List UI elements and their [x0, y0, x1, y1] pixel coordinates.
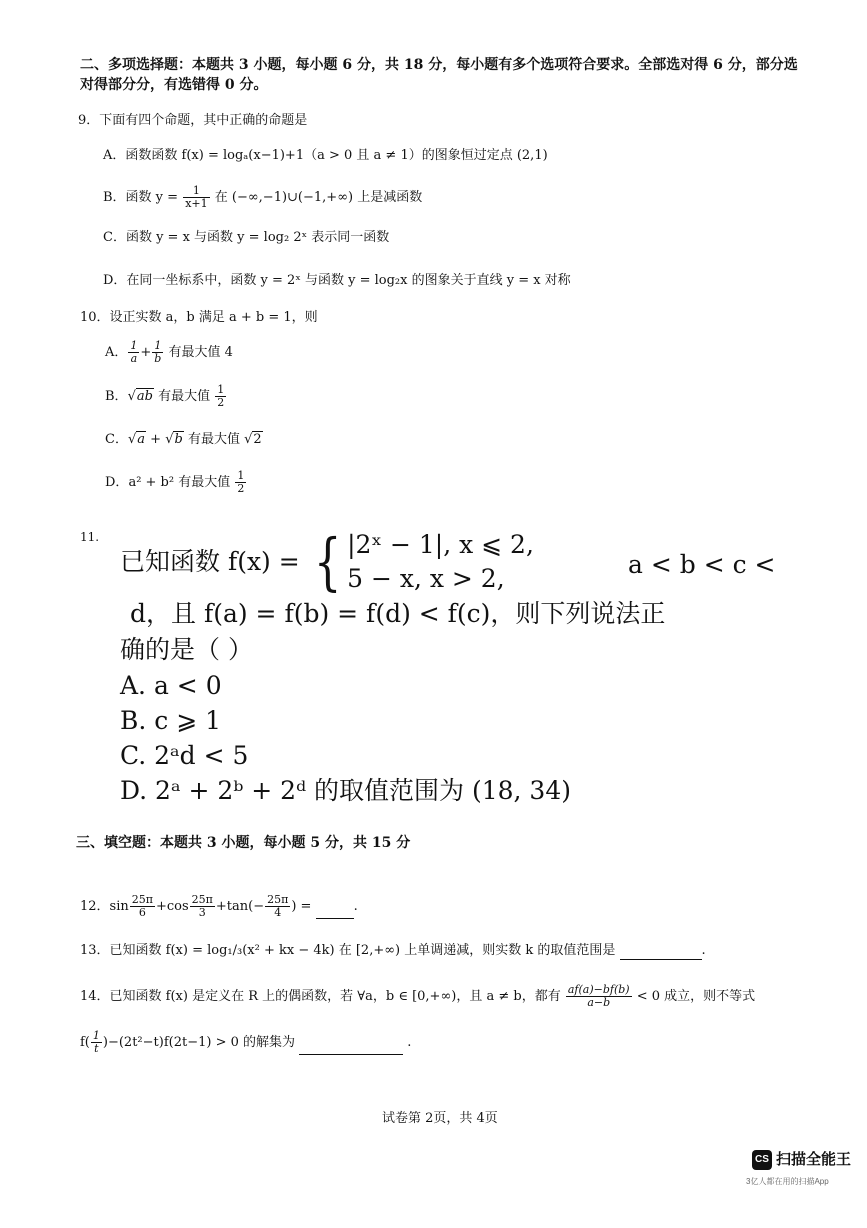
q9-stem: 9．下面有四个命题，其中正确的命题是 [78, 113, 308, 128]
q10-a-f1-den: a [130, 352, 138, 365]
q14-frac [566, 984, 632, 1009]
q10-option-d [105, 470, 247, 495]
q12-frac3 [265, 894, 290, 919]
q9-b-post: 在 (−∞,−1)∪(−1,+∞) 上是减函数 [210, 190, 423, 205]
q11-pre: 已知函数 f(x) = [120, 547, 308, 576]
q13-tail: . [701, 943, 706, 958]
q9-option-c: C．函数 y = x 与函数 y = log₂ 2ˣ 表示同一函数 [103, 230, 390, 245]
q10-b-den: 2 [217, 396, 225, 409]
q13-answer-blank[interactable] [620, 959, 702, 960]
q11-brace-icon: { [313, 525, 342, 598]
q12-frac1 [130, 894, 155, 919]
q12-f3-den: 4 [274, 906, 282, 919]
q11-case1: |2ˣ − 1|, x ⩽ 2, [347, 530, 534, 559]
q10-c-sqrt3: 2 [253, 432, 262, 447]
q10-c-plus: + [146, 432, 166, 447]
q14-line1-post: < 0 成立，则不等式 [632, 989, 756, 1004]
q12-label: 12． [80, 899, 110, 914]
q11-cases [347, 528, 534, 596]
q10-a-frac1 [128, 340, 139, 365]
q10-d-expr: a² + b² 有最大值 [128, 475, 235, 490]
q14-t-num: 1 [92, 1029, 100, 1042]
q9-b-den: x+1 [185, 197, 208, 210]
q14-line1 [80, 984, 755, 1009]
q11-option-a: A. a < 0 [120, 671, 222, 700]
q10-d-label: D． [105, 475, 129, 490]
q14-t-frac [91, 1030, 102, 1055]
q10-c-sqrt1: a [137, 432, 146, 447]
q12-f2-den: 3 [198, 906, 206, 919]
q11-case2: 5 − x, x > 2, [347, 564, 505, 593]
q12-frac2 [190, 894, 215, 919]
q10-d-frac [235, 470, 246, 495]
q10-c-post: 有最大值 [183, 432, 245, 447]
q9-option-a: A．函数函数 f(x) = logₐ(x−1)+1（a > 0 且 a ≠ 1）的图象恒过定点 (2,1) [103, 148, 548, 163]
q9-b-num: 1 [183, 185, 209, 198]
q14-line2-post: )−(2t²−t)f(2t−1) > 0 的解集为 [102, 1035, 295, 1050]
q10-b-sqrt: ab [136, 389, 153, 404]
q12-answer-blank[interactable] [316, 918, 354, 919]
q10-b-num: 1 [217, 383, 225, 396]
q11-option-d: D. 2ᵃ + 2ᵇ + 2ᵈ 的取值范围为 (18, 34) [120, 776, 572, 805]
q14-t-den: t [94, 1042, 99, 1055]
q10-c-label: C． [105, 432, 128, 447]
q12-sin: sin [109, 899, 129, 914]
q11-line2: d，且 f(a) = f(b) = f(d) < f(c)，则下列说法正 [130, 599, 666, 628]
q11-line1 [120, 525, 534, 598]
page-footer: 试卷第 2页，共 4页 [382, 1111, 498, 1126]
q10-option-b: B．√ab 有最大值 $\frac{1}{2}$ [105, 383, 225, 409]
camscanner-tagline: 3亿人都在用的扫描App [746, 1177, 829, 1186]
q9-option-b [103, 185, 422, 210]
q10-option-c: C．√a + √b 有最大值 √2 [105, 432, 262, 447]
q14-tail: . [407, 1035, 412, 1050]
q10-b-label: B． [105, 389, 128, 404]
q12-tail: . [353, 899, 358, 914]
section3-header: 三、填空题：本题共 3 小题，每小题 5 分，共 15 分 [76, 835, 411, 851]
q9-option-d: D．在同一坐标系中，函数 y = 2ˣ 与函数 y = log₂x 的图象关于直线 y = x 对称 [103, 273, 571, 288]
q10-a-frac2 [152, 340, 163, 365]
camscanner-name: 扫描全能王 [776, 1151, 852, 1168]
q13 [80, 942, 706, 960]
q14-line2 [80, 1030, 411, 1055]
q10-b-post: 有最大值 [153, 389, 215, 404]
q10-c-sqrt2: b [174, 432, 183, 447]
q13-text: 13．已知函数 f(x) = log₁/₃(x² + kx − 4k) 在 [2,+∞) 上单调递减，则实数 k 的取值范围是 [80, 943, 616, 958]
q11-condition: a < b < c < [628, 550, 776, 579]
q11-number: 11. [80, 530, 100, 544]
q10-a-f2-num: 1 [152, 340, 163, 353]
section2-line2: 对得部分分，有选错得 0 分。 [80, 77, 268, 93]
q12-f2-num: 25π [191, 893, 213, 906]
q9-b-fraction [183, 185, 209, 210]
q10-option-a [105, 340, 233, 365]
q12-tan: +tan(− [215, 899, 265, 914]
q10-a-post: 有最大值 4 [164, 345, 233, 360]
q10-a-label: A． [105, 345, 128, 360]
q14-frac-den: a−b [587, 996, 611, 1009]
q10-stem: 10．设正实数 a，b 满足 a + b = 1，则 [80, 310, 318, 325]
q12-cos: +cos [155, 899, 189, 914]
q12-f1-num: 25π [131, 893, 153, 906]
q10-b-frac [215, 384, 226, 409]
q10-a-plus: + [140, 345, 152, 360]
q14-line1-pre: 14．已知函数 f(x) 是定义在 R 上的偶函数，若 ∀a，b ∈ [0,+∞)，且 a ≠ b，都有 [80, 989, 565, 1004]
q12-f1-den: 6 [138, 906, 146, 919]
q9-b-pre: B．函数 y = [103, 190, 183, 205]
q14-line2-pre: f( [80, 1035, 90, 1050]
q12 [80, 894, 358, 919]
q12-f3-num: 25π [267, 893, 289, 906]
q11-line3: 确的是（ ） [120, 635, 253, 664]
camscanner-logo-icon: CS [752, 1150, 772, 1170]
q11-option-b: B. c ⩾ 1 [120, 706, 222, 735]
q14-answer-blank[interactable] [299, 1054, 403, 1055]
q11-option-c: C. 2ᵃd < 5 [120, 741, 249, 770]
q10-d-den: 2 [237, 482, 245, 495]
q12-end: ) = [291, 899, 316, 914]
q14-frac-num: af(a)−bf(b) [567, 983, 630, 996]
q10-a-f1-num: 1 [130, 339, 138, 352]
q10-d-num: 1 [237, 469, 245, 482]
section2-line1: 二、多项选择题：本题共 3 小题，每小题 6 分，共 18 分，每小题有多个选项符合要求。全部选对得 6 分，部分选 [80, 57, 798, 73]
q10-a-f2-den: b [154, 352, 162, 365]
